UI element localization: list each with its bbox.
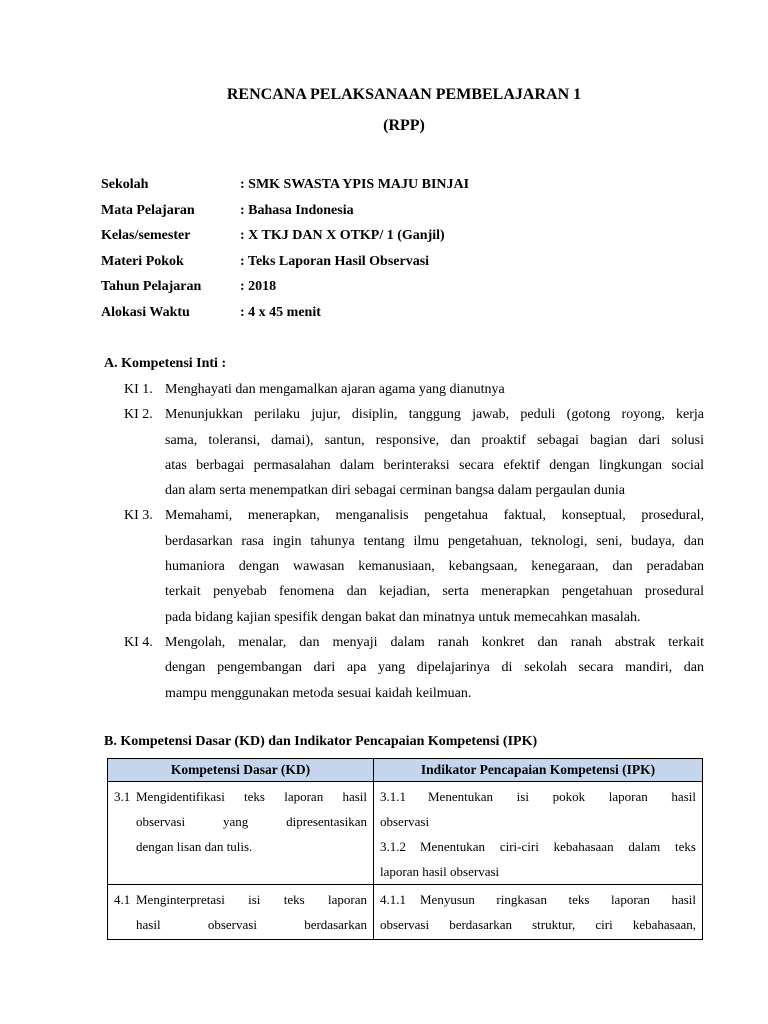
ki-item bbox=[124, 377, 704, 402]
kompetensi-inti-list bbox=[124, 377, 704, 706]
ki-line: pada bidang kajian spesifik dengan bakat dan minatnya untuk memecahkan masalah. bbox=[165, 609, 641, 625]
ki-line: dengan pengembangan dari apa yang dipelajarinya di sekolah secara mandiri, dan bbox=[165, 660, 704, 676]
ki-item bbox=[124, 402, 704, 503]
table-row bbox=[108, 885, 703, 940]
kd-line: Menginterpretasi isi teks laporan bbox=[136, 892, 367, 907]
table-row bbox=[108, 782, 703, 885]
identity-row bbox=[101, 274, 469, 300]
ipk-line: Menyusun ringkasan teks laporan hasil bbox=[420, 892, 696, 907]
ipk-line: laporan hasil observasi bbox=[380, 864, 500, 879]
ki-line: humaniora dengan wawasan kemanusiaan, kebangsaan, kenegaraan, dan peradaban bbox=[165, 559, 704, 575]
identity-label: Mata Pelajaran bbox=[101, 202, 195, 218]
ki-item bbox=[124, 503, 704, 629]
kd-line: observasi yang dipresentasikan bbox=[136, 814, 367, 829]
kd-ipk-table bbox=[107, 758, 703, 940]
ki-number: KI 1. bbox=[124, 382, 153, 397]
ki-line: berdasarkan rasa ingin tahunya tentang ilmu pengetahuan, teknologi, seni, budaya, dan bbox=[165, 533, 704, 549]
ki-line: Memahami, menerapkan, menganalisis pengetahua faktual, konseptual, prosedural, bbox=[165, 508, 704, 524]
kd-number: 3.1 bbox=[114, 789, 131, 804]
identity-value: : 4 x 45 menit bbox=[240, 304, 321, 320]
kd-line: Mengidentifikasi teks laporan hasil bbox=[136, 789, 367, 804]
ipk-number: 4.1.1 bbox=[380, 892, 406, 907]
ki-number: KI 4. bbox=[124, 634, 153, 650]
kd-line: dengan lisan dan tulis. bbox=[136, 839, 253, 854]
identity-label: Alokasi Waktu bbox=[101, 304, 190, 320]
identity-row bbox=[101, 300, 469, 326]
document-title: RENCANA PELAKSANAAN PEMBELAJARAN 1 bbox=[226, 86, 582, 103]
ki-line: Menunjukkan perilaku jujur, disiplin, tanggung jawab, peduli (gotong royong, kerja bbox=[165, 407, 704, 423]
section-a-heading: A. Kompetensi Inti : bbox=[104, 356, 227, 371]
identity-row bbox=[101, 249, 469, 275]
identity-value: : 2018 bbox=[240, 279, 277, 294]
kd-number: 4.1 bbox=[114, 892, 131, 907]
identity-label: Sekolah bbox=[101, 177, 149, 192]
identity-label: Materi Pokok bbox=[101, 253, 184, 269]
ipk-line: Menentukan ciri-ciri kebahasaan dalam teks bbox=[420, 839, 696, 854]
document-subtitle: (RPP) bbox=[383, 117, 425, 134]
ipk-number: 3.1.1 bbox=[380, 789, 406, 804]
ipk-line: Menentukan isi pokok laporan hasil bbox=[428, 789, 696, 804]
ipk-number: 3.1.2 bbox=[380, 839, 406, 854]
ipk-cell bbox=[374, 782, 703, 885]
column-header-kd: Kompetensi Dasar (KD) bbox=[108, 759, 374, 782]
identity-value: : Bahasa Indonesia bbox=[240, 202, 354, 218]
kd-cell bbox=[108, 782, 374, 885]
ki-line: atas berbagai permasalahan dalam berinteraksi secara efektif dengan lingkungan social bbox=[165, 457, 704, 473]
kd-line: hasil observasi berdasarkan bbox=[136, 917, 367, 932]
ki-number: KI 3. bbox=[124, 508, 153, 524]
column-header-ipk: Indikator Pencapaian Kompetensi (IPK) bbox=[374, 759, 703, 782]
identity-label: Tahun Pelajaran bbox=[101, 279, 202, 294]
identity-label: Kelas/semester bbox=[101, 228, 191, 243]
identity-row bbox=[101, 198, 469, 224]
ipk-line: observasi bbox=[380, 814, 430, 829]
ki-line: Menghayati dan mengamalkan ajaran agama yang dianutnya bbox=[165, 382, 505, 397]
identity-value: : SMK SWASTA YPIS MAJU BINJAI bbox=[240, 177, 470, 192]
ipk-cell bbox=[374, 885, 703, 940]
kd-cell bbox=[108, 885, 374, 940]
ki-line: dan alam serta menempatkan diri sebagai cerminan bangsa dalam pergaulan dunia bbox=[165, 483, 626, 499]
identity-row bbox=[101, 223, 469, 249]
ki-line: Mengolah, menalar, dan menyaji dalam ranah konkret dan ranah abstrak terkait bbox=[165, 634, 704, 650]
identity-value: : Teks Laporan Hasil Observasi bbox=[240, 253, 430, 269]
ki-number: KI 2. bbox=[124, 407, 153, 423]
identity-block bbox=[101, 172, 469, 325]
ki-line: terkait penyebab fenomena dan kejadian, serta menerapkan pengetahuan prosedural bbox=[165, 584, 704, 600]
ki-line: mampu menggunakan metoda sesuai kaidah keilmuan. bbox=[165, 685, 472, 701]
ipk-line: observasi berdasarkan struktur, ciri kebahasaan, bbox=[380, 917, 696, 932]
identity-value: : X TKJ DAN X OTKP/ 1 (Ganjil) bbox=[240, 228, 445, 243]
ki-line: sama, toleransi, damai), santun, responsive, dan proaktif sebagai bagian dari solusi bbox=[165, 432, 704, 448]
table-header-row bbox=[108, 759, 703, 782]
identity-row bbox=[101, 172, 469, 198]
ki-item bbox=[124, 630, 704, 706]
section-b-heading: B. Kompetensi Dasar (KD) dan Indikator Pencapaian Kompetensi (IPK) bbox=[104, 734, 538, 749]
